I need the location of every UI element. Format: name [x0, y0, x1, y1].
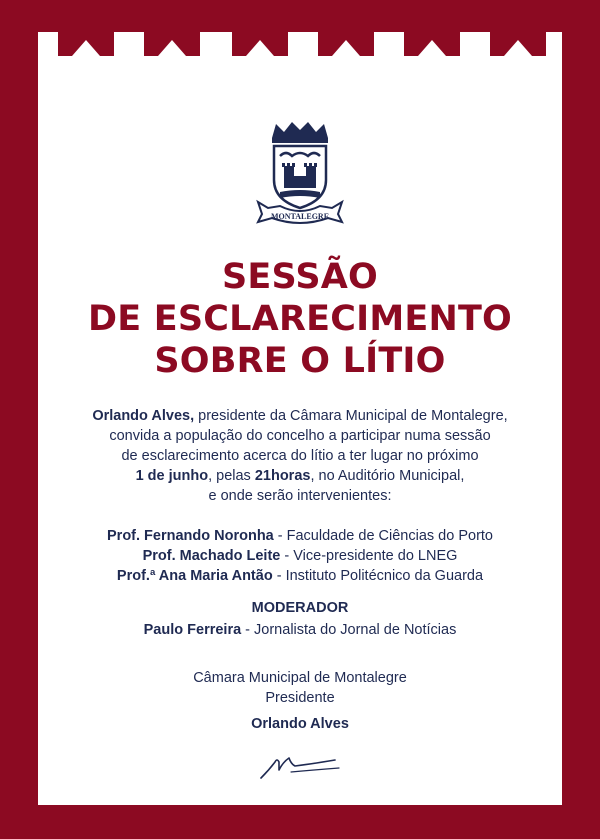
signature-container — [38, 748, 562, 782]
poster-content — [38, 100, 562, 782]
svg-text:MONTALEGRE: MONTALEGRE — [270, 212, 330, 221]
title-line-1: SESSÃO — [222, 257, 378, 297]
event-time: 21horas — [254, 468, 311, 484]
title-line-3: SOBRE O LÍTIO — [154, 341, 446, 381]
intro-line-1: Orlando Alves, presidente da Câmara Municipal de Montalegre, — [92, 408, 508, 424]
speaker-item: Prof. Fernando Noronha - Faculdade de Ciências do Porto — [107, 528, 493, 544]
president-name: Orlando Alves, — [92, 408, 195, 424]
speaker-item: Prof.ª Ana Maria Antão - Instituto Politécnico da Guarda — [116, 568, 484, 584]
moderator-line: Paulo Ferreira - Jornalista do Jornal de Notícias — [143, 622, 457, 638]
event-date: 1 de junho — [135, 468, 209, 484]
intro-line-3: de esclarecimento acerca do lítio a ter lugar no próximo — [121, 448, 479, 464]
crest-container — [38, 118, 562, 228]
title-line-2: DE ESCLARECIMENTO — [88, 299, 512, 339]
signer-role: Presidente — [265, 690, 335, 706]
intro-line-4: 1 de junho, pelas 21horas, no Auditório Municipal, — [135, 468, 465, 484]
intro-line-5: e onde serão intervenientes: — [208, 488, 392, 504]
poster-title — [38, 256, 562, 382]
signature-block — [38, 668, 562, 734]
invitation-text — [38, 406, 562, 506]
speakers-list — [38, 526, 562, 586]
montalegre-coat-of-arms-icon — [250, 118, 350, 228]
signer-name: Orlando Alves — [251, 716, 349, 732]
intro-line-2: convida a população do concelho a participar numa sessão — [109, 428, 491, 444]
speaker-item: Prof. Machado Leite - Vice-presidente do LNEG — [142, 548, 458, 564]
signer-organization: Câmara Municipal de Montalegre — [193, 670, 407, 686]
moderator-heading: MODERADOR — [251, 600, 349, 616]
handwritten-signature — [255, 748, 345, 782]
